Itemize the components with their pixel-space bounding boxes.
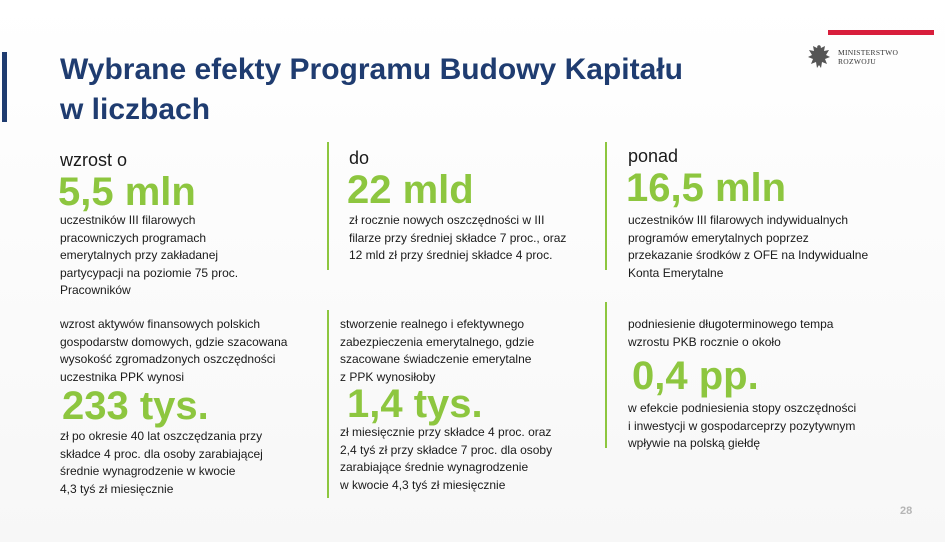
stat-intro: [628, 316, 833, 351]
intro-line: stworzenie realnego i efektywnego: [340, 317, 525, 331]
desc-line: 2,4 tyś zł przy składce 7 proc. dla osoby: [340, 442, 553, 457]
intro-line: z PPK wynosiłoby: [340, 369, 436, 384]
desc-line: uczestników III filarowych indywidualnych: [628, 213, 849, 227]
desc-line: zł rocznie nowych oszczędności w III: [349, 213, 545, 227]
desc-line: składce 4 proc. dla osoby zarabiającej: [60, 446, 263, 461]
column-divider: [605, 302, 607, 448]
desc-line: 4,3 tyś zł miesięcznie: [60, 481, 174, 496]
stat-description: [349, 212, 566, 265]
stat-value: 0,4 pp.: [632, 354, 759, 398]
column-divider: [605, 142, 607, 270]
stat-description: [340, 424, 552, 494]
eagle-emblem-icon: [806, 42, 832, 72]
intro-line: uczestnika PPK wynosi: [60, 369, 185, 384]
column-divider: [327, 310, 329, 498]
desc-line: przekazanie środków z OFE na Indywidualne: [628, 248, 869, 262]
desc-line: zł po okresie 40 lat oszczędzania przy: [60, 429, 263, 443]
page-number: 28: [900, 505, 913, 517]
desc-line: zł miesięcznie przy składce 4 proc. oraz: [340, 425, 552, 439]
stat-lead: wzrost o: [60, 150, 128, 170]
stat-lead: ponad: [628, 146, 679, 166]
desc-line: pracowniczych programach: [60, 230, 207, 245]
intro-line: gospodarstw domowych, gdzie szacowana: [60, 334, 288, 349]
accent-bar: [2, 52, 7, 122]
desc-line: wpływie na polską giełdę: [628, 436, 761, 450]
stat-description: [60, 212, 238, 300]
intro-line: wzrost aktywów finansowych polskich: [60, 317, 261, 331]
desc-line: partycypacji na poziomie 75 proc.: [60, 265, 239, 280]
ministry-logo: [806, 42, 898, 72]
stat-description: [628, 212, 868, 282]
page-title: [60, 50, 780, 130]
desc-line: programów emerytalnych poprzez: [628, 230, 809, 245]
intro-line: wysokość zgromadzonych oszczędności: [60, 352, 276, 366]
stat-intro: [60, 316, 287, 386]
logo-line-2: ROZWOJU: [838, 57, 876, 66]
brand-red-stripe: [828, 30, 934, 35]
stat-value: 1,4 tys.: [347, 382, 483, 426]
stat-description: [60, 428, 263, 498]
intro-line: wzrostu PKB rocznie o około: [628, 334, 781, 349]
intro-line: zabezpieczenia emerytalnego, gdzie: [340, 334, 535, 349]
intro-line: szacowane świadczenie emerytalne: [340, 352, 532, 366]
desc-line: średnie wynagrodzenie w kwocie: [60, 464, 236, 478]
column-divider: [327, 142, 329, 270]
logo-text: [838, 48, 898, 66]
desc-line: w efekcie podniesienia stopy oszczędności: [628, 401, 857, 415]
stat-lead: do: [349, 148, 370, 168]
intro-line: podniesienie długoterminowego tempa: [628, 317, 834, 331]
desc-line: Pracowników: [60, 283, 131, 297]
title-line-2: w liczbach: [60, 93, 211, 126]
desc-line: 12 mld zł przy średniej składce 4 proc.: [349, 248, 553, 262]
stat-value: 233 tys.: [62, 384, 209, 428]
stat-value: 5,5 mln: [58, 170, 196, 214]
title-line-1: Wybrane efekty Programu Budowy Kapitału: [60, 53, 683, 86]
desc-line: filarze przy średniej składce 7 proc., oraz: [349, 230, 567, 245]
desc-line: w kwocie 4,3 tyś zł miesięcznie: [340, 477, 506, 492]
logo-line-1: MINISTERSTWO: [838, 48, 899, 57]
desc-line: zarabiające średnie wynagrodzenie: [340, 460, 529, 474]
stat-intro: [340, 316, 534, 386]
desc-line: Konta Emerytalne: [628, 265, 724, 280]
desc-line: emerytalnych przy zakładanej: [60, 248, 219, 262]
stat-value: 16,5 mln: [626, 166, 787, 210]
desc-line: uczestników III filarowych: [60, 213, 196, 227]
desc-line: i inwestycji w gospodarceprzy pozytywnym: [628, 418, 856, 433]
stat-description: [628, 400, 856, 453]
stat-value: 22 mld: [347, 168, 474, 212]
